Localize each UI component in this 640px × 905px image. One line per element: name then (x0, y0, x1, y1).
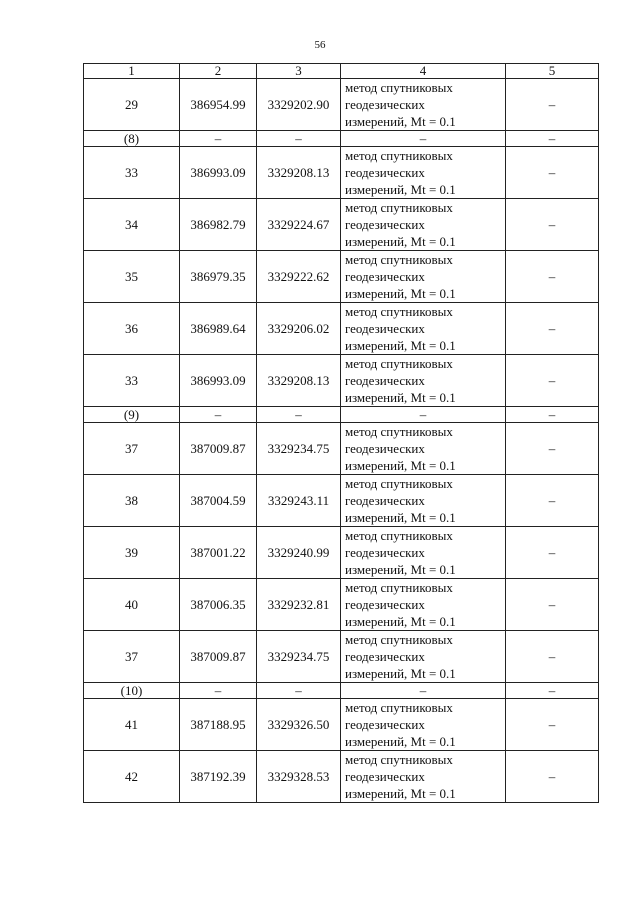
method-line: метод спутниковых (345, 252, 453, 267)
note-cell: – (506, 699, 599, 751)
coordinate-x: 387006.35 (180, 579, 257, 631)
section-row (84, 131, 599, 147)
coordinate-y: 3329234.75 (257, 631, 341, 683)
note-cell: – (506, 251, 599, 303)
coordinate-y: 3329328.53 (257, 751, 341, 803)
table-row (84, 199, 599, 251)
dash-cell: – (257, 407, 341, 423)
method-line: геодезических (345, 269, 425, 284)
point-number: 40 (84, 579, 180, 631)
coordinate-y: 3329234.75 (257, 423, 341, 475)
column-header: 5 (506, 64, 599, 79)
method-line: измерений, Mt = 0.1 (345, 734, 456, 749)
note-cell: – (506, 79, 599, 131)
section-label: (8) (84, 131, 180, 147)
method-line: метод спутниковых (345, 528, 453, 543)
coordinate-y: 3329240.99 (257, 527, 341, 579)
page-number: 56 (314, 39, 326, 51)
table-row (84, 475, 599, 527)
point-number: 35 (84, 251, 180, 303)
method-line: метод спутниковых (345, 476, 453, 491)
method-cell (341, 751, 506, 803)
coordinate-x: 387009.87 (180, 423, 257, 475)
method-line: измерений, Mt = 0.1 (345, 114, 456, 129)
method-line: метод спутниковых (345, 424, 453, 439)
method-line: измерений, Mt = 0.1 (345, 234, 456, 249)
coordinate-x: 386954.99 (180, 79, 257, 131)
coordinate-y: 3329232.81 (257, 579, 341, 631)
dash-cell: – (257, 131, 341, 147)
coordinate-x: 387001.22 (180, 527, 257, 579)
method-line: геодезических (345, 373, 425, 388)
note-cell: – (506, 631, 599, 683)
point-number: 38 (84, 475, 180, 527)
coordinate-x: 386993.09 (180, 355, 257, 407)
table-header-row (84, 64, 599, 79)
note-cell: – (506, 527, 599, 579)
method-line: геодезических (345, 441, 425, 456)
coordinate-y: 3329206.02 (257, 303, 341, 355)
dash-cell: – (180, 407, 257, 423)
method-cell (341, 303, 506, 355)
note-cell: – (506, 475, 599, 527)
point-number: 42 (84, 751, 180, 803)
coordinate-y: 3329208.13 (257, 355, 341, 407)
method-line: измерений, Mt = 0.1 (345, 286, 456, 301)
coordinate-y: 3329222.62 (257, 251, 341, 303)
note-cell: – (506, 751, 599, 803)
point-number: 33 (84, 355, 180, 407)
table-row (84, 147, 599, 199)
table-row (84, 751, 599, 803)
method-line: геодезических (345, 165, 425, 180)
dash-cell: – (180, 131, 257, 147)
method-cell (341, 699, 506, 751)
column-header: 4 (341, 64, 506, 79)
note-cell: – (506, 579, 599, 631)
coordinate-y: 3329208.13 (257, 147, 341, 199)
dash-cell: – (341, 131, 506, 147)
method-cell (341, 79, 506, 131)
section-row (84, 683, 599, 699)
dash-cell: – (506, 131, 599, 147)
table-row (84, 355, 599, 407)
coordinate-x: 386979.35 (180, 251, 257, 303)
point-number: 37 (84, 423, 180, 475)
point-number: 29 (84, 79, 180, 131)
coordinate-x: 387004.59 (180, 475, 257, 527)
table-row (84, 251, 599, 303)
method-cell (341, 631, 506, 683)
column-header: 2 (180, 64, 257, 79)
section-label: (9) (84, 407, 180, 423)
dash-cell: – (506, 407, 599, 423)
dash-cell: – (341, 683, 506, 699)
point-number: 37 (84, 631, 180, 683)
method-line: геодезических (345, 97, 425, 112)
coordinate-x: 386989.64 (180, 303, 257, 355)
note-cell: – (506, 355, 599, 407)
note-cell: – (506, 147, 599, 199)
method-line: геодезических (345, 493, 425, 508)
coordinate-x: 387188.95 (180, 699, 257, 751)
coordinate-y: 3329243.11 (257, 475, 341, 527)
method-line: метод спутниковых (345, 200, 453, 215)
coordinate-x: 386982.79 (180, 199, 257, 251)
method-line: геодезических (345, 597, 425, 612)
method-line: геодезических (345, 649, 425, 664)
method-line: геодезических (345, 321, 425, 336)
method-line: метод спутниковых (345, 700, 453, 715)
method-line: измерений, Mt = 0.1 (345, 182, 456, 197)
method-line: метод спутниковых (345, 148, 453, 163)
method-line: измерений, Mt = 0.1 (345, 666, 456, 681)
coordinate-y: 3329202.90 (257, 79, 341, 131)
column-header: 3 (257, 64, 341, 79)
method-line: геодезических (345, 717, 425, 732)
method-cell (341, 579, 506, 631)
method-line: геодезических (345, 545, 425, 560)
section-label: (10) (84, 683, 180, 699)
coordinate-x: 386993.09 (180, 147, 257, 199)
table-row (84, 631, 599, 683)
dash-cell: – (180, 683, 257, 699)
note-cell: – (506, 303, 599, 355)
table-row (84, 79, 599, 131)
method-line: метод спутниковых (345, 80, 453, 95)
point-number: 41 (84, 699, 180, 751)
dash-cell: – (506, 683, 599, 699)
method-line: метод спутниковых (345, 632, 453, 647)
dash-cell: – (341, 407, 506, 423)
table-row (84, 579, 599, 631)
method-cell (341, 475, 506, 527)
table-body (84, 64, 599, 803)
method-line: метод спутниковых (345, 304, 453, 319)
coordinate-y: 3329326.50 (257, 699, 341, 751)
coordinate-y: 3329224.67 (257, 199, 341, 251)
method-cell (341, 147, 506, 199)
method-line: измерений, Mt = 0.1 (345, 510, 456, 525)
table-row (84, 527, 599, 579)
column-header: 1 (84, 64, 180, 79)
coordinates-table (83, 63, 599, 803)
method-cell (341, 527, 506, 579)
method-line: измерений, Mt = 0.1 (345, 614, 456, 629)
note-cell: – (506, 199, 599, 251)
dash-cell: – (257, 683, 341, 699)
method-line: метод спутниковых (345, 580, 453, 595)
method-line: измерений, Mt = 0.1 (345, 390, 456, 405)
method-cell (341, 199, 506, 251)
point-number: 39 (84, 527, 180, 579)
method-line: измерений, Mt = 0.1 (345, 562, 456, 577)
method-cell (341, 355, 506, 407)
table-row (84, 303, 599, 355)
point-number: 34 (84, 199, 180, 251)
method-cell (341, 251, 506, 303)
note-cell: – (506, 423, 599, 475)
method-cell (341, 423, 506, 475)
method-line: геодезических (345, 769, 425, 784)
method-line: измерений, Mt = 0.1 (345, 338, 456, 353)
table-row (84, 423, 599, 475)
section-row (84, 407, 599, 423)
method-line: метод спутниковых (345, 752, 453, 767)
coordinate-x: 387009.87 (180, 631, 257, 683)
point-number: 33 (84, 147, 180, 199)
method-line: геодезических (345, 217, 425, 232)
table-row (84, 699, 599, 751)
method-line: измерений, Mt = 0.1 (345, 786, 456, 801)
point-number: 36 (84, 303, 180, 355)
method-line: метод спутниковых (345, 356, 453, 371)
coordinate-x: 387192.39 (180, 751, 257, 803)
method-line: измерений, Mt = 0.1 (345, 458, 456, 473)
